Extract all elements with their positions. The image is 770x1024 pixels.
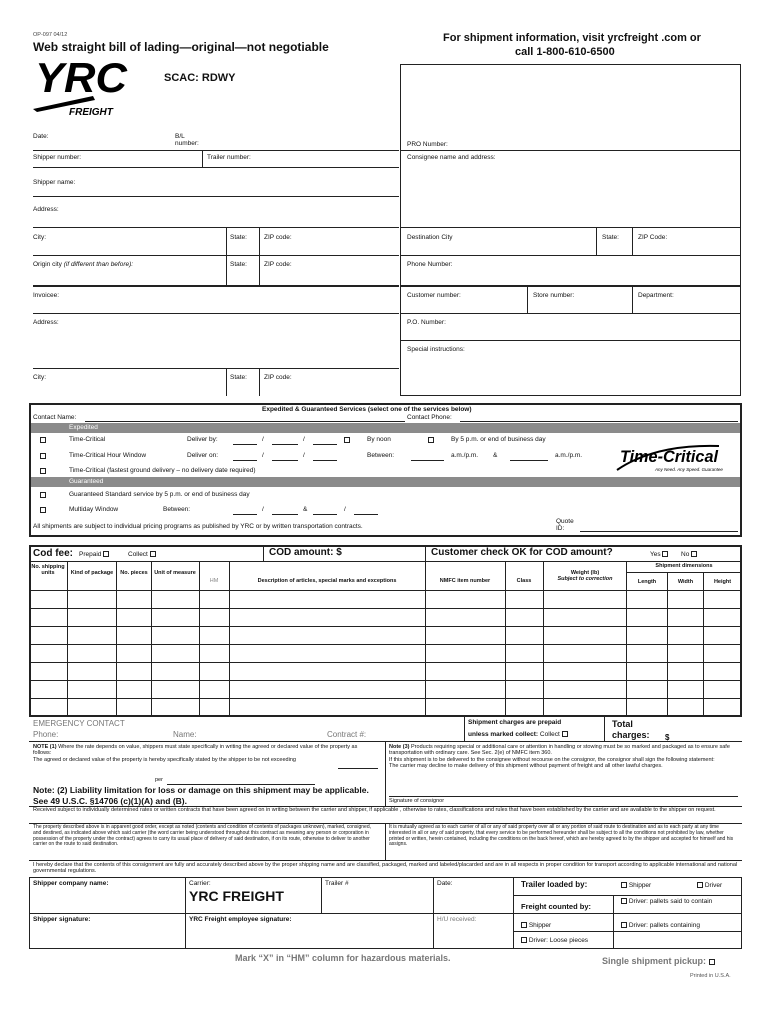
- state-label-2[interactable]: State:: [230, 261, 247, 268]
- gs-checkbox[interactable]: [40, 492, 46, 498]
- driver-loose-checkbox: [521, 937, 527, 943]
- date-label: Date:: [33, 133, 49, 140]
- by-5pm-checkbox[interactable]: [428, 437, 434, 443]
- am-pm-label: a.m./p.m.: [451, 452, 479, 459]
- total-label: Total: [612, 719, 633, 729]
- carrier-label: Carrier:: [189, 880, 211, 887]
- multiday-checkbox[interactable]: [40, 507, 46, 513]
- deliver-by-label: Deliver by:: [187, 436, 218, 443]
- th-width: Width: [677, 579, 694, 585]
- pro-number-label[interactable]: PRO Number:: [407, 141, 448, 148]
- note-1-per: per: [155, 777, 163, 783]
- invoicee-address-label[interactable]: Address:: [33, 319, 59, 326]
- th-unit-of-measure: Unit of measure: [154, 570, 196, 576]
- no-checkbox: [691, 551, 697, 557]
- yrc-logo: [33, 54, 133, 118]
- unless-collect-label[interactable]: unless marked collect: Collect: [468, 731, 568, 738]
- hu-received-label[interactable]: H/U received:: [437, 916, 477, 923]
- invoicee-zip-label[interactable]: ZIP code:: [264, 374, 292, 381]
- th-dimensions: Shipment dimensions: [655, 563, 713, 569]
- prepaid-label[interactable]: Prepaid: [79, 551, 109, 558]
- trailer-hash-label[interactable]: Trailer #: [325, 880, 349, 887]
- am-pm-label-2: a.m./p.m.: [555, 452, 583, 459]
- po-number-label[interactable]: P.O. Number:: [407, 319, 446, 326]
- th-weight: Weight (lb) Subject to correction: [557, 570, 613, 583]
- th-height: Height: [713, 579, 732, 585]
- scac: SCAC: RDWY: [164, 72, 236, 84]
- note-1: NOTE (1) Where the rate depends on value, shippers must state specifically in writing the agreed or declared value of the property as follows: The agreed or declared value of the property is hereby specifically stated by the shipper to be not exceeding: [33, 744, 358, 763]
- yes-option[interactable]: Yes: [650, 551, 668, 558]
- shipper-number-label[interactable]: Shipper number:: [33, 154, 82, 161]
- tc-hour-checkbox[interactable]: [40, 453, 46, 459]
- address-label[interactable]: Address:: [33, 206, 59, 213]
- loaded-shipper-checkbox: [621, 882, 627, 888]
- department-label[interactable]: Department:: [638, 292, 674, 299]
- expedited-bar: Expedited: [31, 423, 740, 433]
- dest-state-label[interactable]: State:: [602, 234, 619, 241]
- store-number-label[interactable]: Store number:: [533, 292, 575, 299]
- deliver-on-label: Deliver on:: [187, 452, 219, 459]
- amp-label: &: [493, 452, 498, 459]
- by-noon-checkbox[interactable]: [344, 437, 350, 443]
- total-dollar[interactable]: $: [665, 733, 670, 742]
- yrc-logo-sub: FREIGHT: [69, 107, 113, 118]
- driver-pallets-option[interactable]: Driver: pallets said to contain: [621, 898, 712, 905]
- th-length: Length: [637, 579, 657, 585]
- cod-fee-label: Cod fee:: [33, 548, 73, 559]
- shipper-company-label[interactable]: Shipper company name:: [33, 880, 109, 887]
- svg-text:YRC: YRC: [35, 54, 128, 101]
- signature-of-consignor[interactable]: Signature of consignor: [389, 798, 445, 804]
- contract-label[interactable]: Contract #:: [327, 730, 367, 739]
- declaration-text: I hereby declare that the contents of this consignment are fully and accurately described above by the proper shipping name and are classified, packaged, marked and labeled/placarded and are in all respects in proper condition for transport according to applicable international and national governmental regulations.: [33, 862, 738, 875]
- time-critical-logo-graphic: [615, 440, 723, 474]
- counted-shipper-checkbox: [521, 922, 527, 928]
- contact-phone-label[interactable]: Contact Phone:: [407, 414, 452, 421]
- collect-label[interactable]: Collect: [128, 551, 156, 558]
- mark-x-hm-note: Mark “X” in “HM” column for hazardous materials.: [235, 953, 451, 963]
- time-critical-logo: [615, 440, 723, 474]
- charges-label: charges:: [612, 730, 650, 740]
- shipper-name-label[interactable]: Shipper name:: [33, 179, 76, 186]
- emergency-phone-label[interactable]: Phone:: [33, 730, 59, 739]
- yes-checkbox: [662, 551, 668, 557]
- driver-loose-option[interactable]: Driver: Loose pieces: [521, 937, 588, 944]
- consignee-label[interactable]: Consignee name and address:: [407, 154, 496, 161]
- loaded-shipper-option[interactable]: Shipper: [621, 882, 651, 889]
- services-heading: Expedited & Guaranteed Services (select one of the services below): [262, 406, 472, 413]
- origin-city-label[interactable]: Origin city (if different than before):: [33, 261, 134, 268]
- trailer-number-label[interactable]: Trailer number:: [207, 154, 251, 161]
- city-label[interactable]: City:: [33, 234, 46, 241]
- tc-fastest-label: Time-Critical (fastest ground delivery – no delivery date required): [69, 467, 256, 474]
- single-pickup-label[interactable]: Single shipment pickup:: [602, 956, 715, 966]
- emergency-name-label[interactable]: Name:: [173, 730, 197, 739]
- th-description: Description of articles, special marks and exceptions: [257, 578, 397, 584]
- driver-pallets-containing-checkbox: [621, 922, 627, 928]
- state-label[interactable]: State:: [230, 234, 247, 241]
- counted-shipper-option[interactable]: Shipper: [521, 922, 551, 929]
- trailer-loaded-label: Trailer loaded by:: [521, 880, 588, 889]
- form-id: OP-097 04/12: [33, 32, 68, 38]
- freight-counted-label: Freight counted by:: [521, 902, 591, 911]
- collect-charges-checkbox: [562, 731, 568, 737]
- multiday-label: Multiday Window: [69, 506, 119, 513]
- carrier-name: YRC FREIGHT: [189, 888, 284, 904]
- gs-label: Guaranteed Standard service by 5 p.m. or end of business day: [69, 491, 250, 498]
- th-shipping-units: No. shipping units: [31, 564, 65, 577]
- all-subject-text: All shipments are subject to individual pricing programs as published by YRC or by written transportation contracts.: [33, 523, 363, 530]
- customer-check-label: Customer check OK for COD amount?: [431, 547, 613, 558]
- time-critical-logo-text: Time-Critical: [620, 447, 720, 466]
- info-line-2: call 1-800-610-6500: [515, 46, 615, 58]
- tc-checkbox[interactable]: [40, 437, 46, 443]
- property-right-text: It is mutually agreed as to each carrier of all or any of said property over all or any portion of said route to destination and as to each party at any time interested in all or any of said property, that every service to be performed hereunder shall be subject to all the conditions not prohibited by law, whether printed or written, herein contained, including the conditions on the back hereof, which are hereby agreed to by the shipper and accepted for himself and his assigns.: [389, 824, 734, 848]
- dest-zip-label[interactable]: ZIP Code:: [638, 234, 668, 241]
- shipper-signature-label[interactable]: Shipper signature:: [33, 916, 91, 923]
- contact-name-label[interactable]: Contact Name:: [33, 414, 77, 421]
- employee-signature-label[interactable]: YRC Freight employee signature:: [189, 916, 292, 923]
- date-label-2[interactable]: Date:: [437, 880, 453, 887]
- phone-number-label[interactable]: Phone Number:: [407, 261, 453, 268]
- driver-pallets-checkbox: [621, 898, 627, 904]
- no-option[interactable]: No: [681, 551, 697, 558]
- yrc-logo-graphic: [33, 54, 133, 118]
- loaded-driver-checkbox: [697, 882, 703, 888]
- property-left-text: The property described above is in apparent good order, except as noted (contents and condition of contents of packages unknown), marked, consigned, and destined, as indicated above which said carrier (the word carrier being understood throughout this contract as meaning any person or corporation in possession of the property under the contract) agrees to carry its usual place of delivery of said destination, if on its route, otherwise to deliver to another carrier on the route to said destination.: [33, 824, 371, 848]
- between-label: Between:: [367, 452, 395, 459]
- note-2: Note: (2) Liability limitation for loss or damage on this shipment may be applicable. See 49 U.S.C. §14706 (c)(1)(A) and (B).: [33, 785, 369, 806]
- th-class: Class: [516, 578, 532, 584]
- by-5pm-label: By 5 p.m. or end of business day: [451, 436, 546, 443]
- collect-checkbox: [150, 551, 156, 557]
- guaranteed-bar: Guaranteed: [31, 477, 740, 487]
- form-title: Web straight bill of lading—original—not negotiable: [33, 40, 329, 54]
- between-label-2: Between:: [163, 506, 191, 513]
- prepaid-checkbox: [103, 551, 109, 557]
- th-nmfc: NMFC item number: [439, 578, 491, 584]
- th-kind-of-package: Kind of package: [70, 570, 114, 576]
- note-3: Note (3) Products requiring special or additional care or attention in handling or stowing must be so marked and packaged as to ensure safe transportation with ordinary care. See Sec. 2(e) of NMFC item 360. If this shipment is to be delivered to the consignee without recourse on the consignor, the consignor shall sign the following statement: The carrier may decline to make delivery of this shipment without payment of freight and all other lawful charges.: [389, 744, 730, 769]
- printed-in-usa: Printed in U.S.A.: [690, 973, 731, 979]
- emergency-contact-label: EMERGENCY CONTACT: [33, 719, 125, 728]
- amp-label-2: &: [303, 506, 308, 513]
- single-pickup-checkbox: [709, 959, 715, 965]
- info-line-1: For shipment information, visit yrcfreight .com or: [443, 32, 701, 44]
- invoicee-city-label[interactable]: City:: [33, 374, 46, 381]
- zip-label[interactable]: ZIP code:: [264, 234, 292, 241]
- driver-pallets-containing-option[interactable]: Driver: pallets containing: [621, 922, 700, 929]
- time-critical-tagline: Any Need. Any Speed. Guaranteed.: [655, 467, 723, 472]
- cod-amount-label[interactable]: COD amount: $: [269, 547, 342, 558]
- by-noon-label: By noon: [367, 436, 391, 443]
- received-text: Received subject to individually determined rates or written contracts that have been agreed on in writing between the carrier and shipper, if applicable , otherwise to rates, classifications and rules that have been established by the carrier and are available to the shipper on request.: [33, 807, 716, 813]
- destination-city-label[interactable]: Destination City: [407, 234, 453, 241]
- quote-id-label[interactable]: Quote ID:: [556, 518, 574, 533]
- invoicee-label[interactable]: Invoicee:: [33, 292, 60, 299]
- tc-label: Time-Critical: [69, 436, 106, 443]
- customer-number-label[interactable]: Customer number:: [407, 292, 461, 299]
- loaded-driver-option[interactable]: Driver: [697, 882, 722, 889]
- special-instructions-label[interactable]: Special instructions:: [407, 346, 465, 353]
- tc-fastest-checkbox[interactable]: [40, 468, 46, 474]
- bl-number-label: B/L number:: [175, 133, 199, 148]
- charges-prepaid-label: Shipment charges are prepaid: [468, 719, 562, 726]
- th-hm: HM: [209, 578, 219, 584]
- tc-hour-label: Time-Critical Hour Window: [69, 452, 147, 459]
- invoicee-state-label[interactable]: State:: [230, 374, 247, 381]
- th-pieces: No. pieces: [120, 570, 148, 576]
- zip-label-2[interactable]: ZIP code:: [264, 261, 292, 268]
